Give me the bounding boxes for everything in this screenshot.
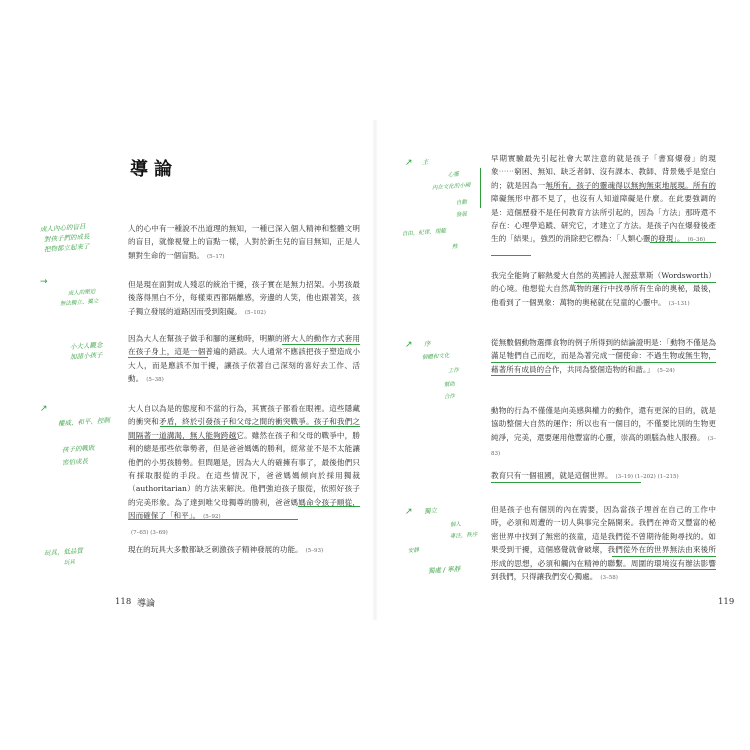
margin-note: 把物都立起來了 xyxy=(43,242,90,254)
left-paragraph-3 xyxy=(128,332,360,388)
page-number-left: 118 xyxy=(115,597,132,607)
margin-note: 成人內心的盲目 xyxy=(39,222,86,234)
margin-note: 自由，紀律，規範 xyxy=(401,228,447,238)
citation: (3–19) (1–202) (1–215) xyxy=(615,474,679,480)
right-paragraph-3 xyxy=(491,336,716,378)
citation: (3–131) xyxy=(668,300,690,307)
highlight-underline xyxy=(128,439,238,440)
paragraph-text: 從無數個動物選擇食物的例子所得到的結論證明是：「動物不僅是為滿足牠們自己而吃，而是為著完成一個使命：不過生物或無生物，藉著所有成員的合作，共同為整個造物的和諧。」 xyxy=(491,338,716,374)
paragraph-text: 人的心中有一種說不出道理的無知，一種已深入個人精神和整體文明的盲目，就像視覺上的盲點一樣，人對於新生兒的盲目無知，正是人類對生命的一個盲點。 xyxy=(128,224,360,260)
highlight-underline xyxy=(491,375,551,376)
highlight-underline xyxy=(491,569,716,570)
left-paragraph-1 xyxy=(128,222,360,264)
margin-note: 心靈 xyxy=(447,171,460,179)
margin-note: 自動 xyxy=(455,199,468,207)
citation: (5–24) xyxy=(657,367,675,374)
highlight-underline xyxy=(650,242,716,243)
citation: (5–93) xyxy=(305,548,324,554)
citation: (3–58) xyxy=(600,575,618,582)
highlight-underline xyxy=(298,506,360,507)
margin-note: 權威，和平，控制 xyxy=(57,416,111,428)
paragraph-text: 但是現在面對成人殘忍的統治干擾，孩子實在是無力招架。小男孩最後落得黑白不分，每樣東西都隔離感，旁邊的人笑，他也跟著笑，孩子獨立發展的道路因而受到阻礙。 xyxy=(128,280,360,316)
citation-secondary: (7–65) (3–69) xyxy=(131,529,168,536)
margin-note: 內在文化的小國 xyxy=(431,182,471,192)
paragraph-text: 教育只有一個祖國，就是這個世界。 xyxy=(491,471,613,480)
arrow-icon: ↗ xyxy=(405,340,413,350)
citation: (5–102) xyxy=(244,309,266,316)
right-paragraph-1 xyxy=(491,152,716,248)
highlight-underline xyxy=(128,519,298,520)
left-paragraph-2 xyxy=(128,278,360,320)
paragraph-text: 動物的行為不僅僅是向美感與權力的動作，還有更深的目的，就是協助整個大自然的運作；所以也有一個目的，不僅要比別的生物更純淨，完美，還要運用他豐富的心靈，崇高的頭腦為他人服務。 xyxy=(491,406,716,442)
margin-note: 幫助 xyxy=(443,381,456,389)
margin-note: 主 xyxy=(421,157,429,167)
paragraph-text: 早期實驗最先引起社會大眾注意的就是孩子「書寫爆發」的現象⋯⋯窮困、無知、缺乏者師、沒有課本、教師、背景幾乎是窒白的；就是因為一無所有，孩子的靈魂得以無拘無束地展現。所有的障礙無形中都不見了，也沒有人知道障礙是什麼。在此要強調的是：這個歷發不是任何教育方法所引起的，因為「方法」那時還不存在：心理學追蹤、研究它，才建立了方法。是孩子內在爆發後產生的「結果」，強烈的消除把它標為：「人類心靈的發現」。 xyxy=(491,154,716,244)
margin-note: 個人 xyxy=(449,521,462,529)
margin-note: 獨處 / 寧靜 xyxy=(427,564,461,576)
margin-note: 對孩子們的成長 xyxy=(43,232,90,244)
right-paragraph-2 xyxy=(491,269,716,311)
citation: (3–83) xyxy=(491,435,716,458)
margin-note: 加諸小孩子 xyxy=(69,350,103,362)
page-number-right: 119 xyxy=(718,597,735,607)
margin-note: 安靜 xyxy=(407,547,420,555)
running-head: 導論 xyxy=(137,599,156,609)
citation: (5–17) xyxy=(206,253,225,260)
highlight-underline xyxy=(128,357,208,358)
check-mark-icon: → xyxy=(40,277,48,287)
highlight-underline xyxy=(548,189,716,190)
page-title: 導論 xyxy=(130,159,178,180)
citation: (5–92) xyxy=(203,514,221,521)
paragraph-text: 我完全能夠了解熱愛大自然的英國詩人渥茲華斯（Wordsworth）的心境。他想從大自然萬物的運行中找尋所有生命的奧秘，最後，他看到了一個異象：萬物的奧秘就在兒童的心靈中。 xyxy=(491,271,716,307)
highlight-underline xyxy=(612,556,716,557)
paragraph-text: 因為大人在幫孩子做手和腳的運動時，明顯的將大人的動作方式套用在孩子身上，這是一個普遍的錯誤。大人通常不應該把孩子塑造成小大人，而是應該不加干擾，讓孩子依著自己深刻的喜好去工作、活動。 xyxy=(128,334,360,384)
highlight-underline xyxy=(594,543,654,544)
highlight-underline xyxy=(612,349,716,350)
paragraph-text: 但是孩子也有個別的內在需要，因為當孩子埋首在自己的工作中時，必須和周遭的一切人與事完全隔開來。我們在神奇又豐富的秘密世界中找到了無密的孩童，這是我們從不曾期待能夠尋找的。如果受到干擾，這個感覺就會破壞，我們從外在的世界無法由來後所形成的思想，必須和觸內在精神的聯繫。周圍的環境沒有辦法影響到我們，只得讓我們安心獨處。 xyxy=(491,505,716,582)
margin-note: 成人的壓迫 xyxy=(67,289,96,297)
highlight-underline xyxy=(574,282,716,283)
citation: (6–36) xyxy=(687,237,706,244)
margin-note: 個體和文化 xyxy=(421,353,450,361)
margin-note: 害怕成長 xyxy=(61,457,89,467)
margin-note: 發展 xyxy=(455,211,468,219)
margin-note: 合作 xyxy=(443,393,456,401)
margin-note: 玩具 xyxy=(63,559,76,567)
highlight-underline xyxy=(160,426,360,427)
margin-note: 專注，秩序 xyxy=(449,532,478,540)
arrow-icon: ↗ xyxy=(405,507,413,517)
paragraph-text: 現在的玩具大多數都缺乏刺激孩子精神發展的功能。 xyxy=(128,545,303,554)
margin-note: 無法獨立、獨立 xyxy=(59,298,99,308)
margin-note: 獨立 xyxy=(423,506,438,516)
left-paragraph-5 xyxy=(128,543,360,558)
margin-note: 玩具，低品質 xyxy=(43,546,84,558)
margin-note: 工作 xyxy=(447,367,460,375)
margin-note: 孩子的戰敗 xyxy=(61,443,95,455)
paragraph-text: 大人自以為是的態度和不當的行為，其實孩子都看在眼裡。這些隱藏的衝突和矛盾，終於引發孩子和父母之間的衝突戰爭。孩子和我們之間隔著一道溝渴，無人能夠跨越它。雖然在孩子和父母的戰爭中，勝利的總是那些依靠勢者，但是爸爸媽媽的勝利，經常並不是不太能讓他們的小男孩勝勢。但問題是，因為大人的確擁有事了，最後他們只有採取服從的手段。在這些情況下，爸爸媽媽傾向於採用獨裁（authoritarian）的方法來解決。他們強迫孩子服從，依照好孩子的完美形象。為了達到唯父母獨尊的勝利，爸爸媽媽命令孩子順從，因而確保了「和平」。 xyxy=(128,404,360,521)
highlight-underline xyxy=(491,362,716,363)
page-gutter xyxy=(372,120,378,620)
margin-note: 熟 xyxy=(451,243,458,251)
right-paragraph-4 xyxy=(491,404,716,462)
highlight-underline xyxy=(491,255,531,256)
right-paragraph-6 xyxy=(491,503,716,585)
margin-note: 序 xyxy=(423,339,431,349)
arrow-icon: ↗ xyxy=(405,158,413,168)
citation: (5–38) xyxy=(146,377,164,384)
highlight-underline xyxy=(491,482,641,483)
margin-bracket xyxy=(480,168,481,208)
arrow-icon: ↗ xyxy=(40,404,48,414)
margin-note: 小大人觀念 xyxy=(69,340,103,352)
highlight-underline xyxy=(282,344,360,345)
